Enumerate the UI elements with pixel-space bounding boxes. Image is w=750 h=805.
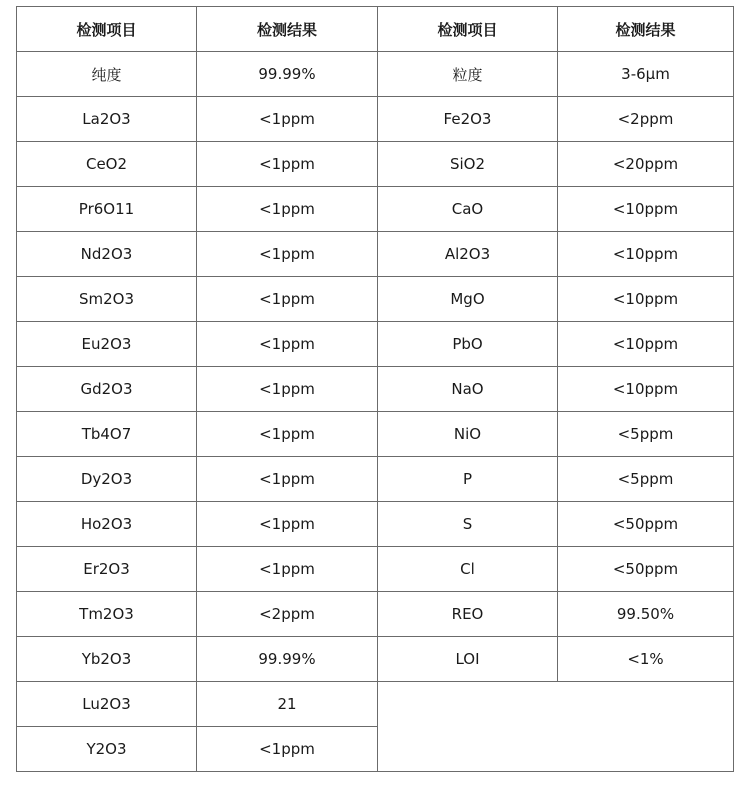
right-result-cell: <5ppm <box>558 457 734 502</box>
spec-table <box>16 6 734 772</box>
left-item-cell: Tb4O7 <box>17 412 197 457</box>
right-item-cell: REO <box>378 592 558 637</box>
right-item-cell: Cl <box>378 547 558 592</box>
left-item-cell: CeO2 <box>17 142 197 187</box>
left-result-cell: <1ppm <box>197 457 378 502</box>
left-result-cell: 99.99% <box>197 637 378 682</box>
right-item-cell: NiO <box>378 412 558 457</box>
left-item-cell: Lu2O3 <box>17 682 197 727</box>
table-row <box>17 547 734 592</box>
left-item-cell: Sm2O3 <box>17 277 197 322</box>
left-item-cell: Eu2O3 <box>17 322 197 367</box>
table-row <box>17 142 734 187</box>
table-row <box>17 52 734 97</box>
right-item-cell: SiO2 <box>378 142 558 187</box>
right-result-cell: <10ppm <box>558 322 734 367</box>
left-result-cell: <1ppm <box>197 547 378 592</box>
left-result-cell: 99.99% <box>197 52 378 97</box>
table-row <box>17 97 734 142</box>
table-row <box>17 502 734 547</box>
left-result-cell: <1ppm <box>197 232 378 277</box>
right-result-cell: <1% <box>558 637 734 682</box>
table-row <box>17 637 734 682</box>
right-result-cell: <50ppm <box>558 547 734 592</box>
header-right-item: 检测项目 <box>378 7 558 52</box>
left-item-cell: La2O3 <box>17 97 197 142</box>
table-row <box>17 232 734 277</box>
right-result-cell: <20ppm <box>558 142 734 187</box>
left-result-cell: <1ppm <box>197 187 378 232</box>
table-row <box>17 367 734 412</box>
header-row <box>17 7 734 52</box>
left-result-cell: <2ppm <box>197 592 378 637</box>
right-result-cell: <10ppm <box>558 232 734 277</box>
right-result-cell: <10ppm <box>558 277 734 322</box>
left-result-cell: <1ppm <box>197 97 378 142</box>
table-row <box>17 592 734 637</box>
left-item-cell: Tm2O3 <box>17 592 197 637</box>
right-item-cell: PbO <box>378 322 558 367</box>
table-body <box>17 7 734 772</box>
left-item-cell: Nd2O3 <box>17 232 197 277</box>
test-results-table <box>16 6 734 772</box>
left-result-cell: <1ppm <box>197 142 378 187</box>
left-item-cell: Gd2O3 <box>17 367 197 412</box>
left-result-cell: <1ppm <box>197 727 378 772</box>
right-item-cell: MgO <box>378 277 558 322</box>
table-row <box>17 277 734 322</box>
right-item-cell: S <box>378 502 558 547</box>
left-result-cell: <1ppm <box>197 322 378 367</box>
left-result-cell: <1ppm <box>197 412 378 457</box>
right-result-cell: 3-6μm <box>558 52 734 97</box>
right-item-cell: 粒度 <box>378 52 558 97</box>
table-row <box>17 682 734 727</box>
left-result-cell: <1ppm <box>197 502 378 547</box>
header-left-result: 检测结果 <box>197 7 378 52</box>
right-item-cell: CaO <box>378 187 558 232</box>
left-item-cell: Dy2O3 <box>17 457 197 502</box>
left-item-cell: Yb2O3 <box>17 637 197 682</box>
left-result-cell: <1ppm <box>197 367 378 412</box>
right-item-cell: NaO <box>378 367 558 412</box>
table-row <box>17 412 734 457</box>
left-item-cell: Er2O3 <box>17 547 197 592</box>
right-result-cell: 99.50% <box>558 592 734 637</box>
table-row <box>17 457 734 502</box>
left-item-cell: 纯度 <box>17 52 197 97</box>
right-result-cell: <10ppm <box>558 187 734 232</box>
left-item-cell: Ho2O3 <box>17 502 197 547</box>
header-right-result: 检测结果 <box>558 7 734 52</box>
left-item-cell: Y2O3 <box>17 727 197 772</box>
header-left-item: 检测项目 <box>17 7 197 52</box>
right-result-cell: <50ppm <box>558 502 734 547</box>
left-result-cell: 21 <box>197 682 378 727</box>
right-item-cell: P <box>378 457 558 502</box>
right-result-cell: <5ppm <box>558 412 734 457</box>
right-item-cell: LOI <box>378 637 558 682</box>
right-item-cell: Fe2O3 <box>378 97 558 142</box>
right-result-cell: <10ppm <box>558 367 734 412</box>
right-item-cell: Al2O3 <box>378 232 558 277</box>
left-result-cell: <1ppm <box>197 277 378 322</box>
empty-cell <box>378 682 734 772</box>
left-item-cell: Pr6O11 <box>17 187 197 232</box>
table-row <box>17 322 734 367</box>
right-result-cell: <2ppm <box>558 97 734 142</box>
table-row <box>17 187 734 232</box>
